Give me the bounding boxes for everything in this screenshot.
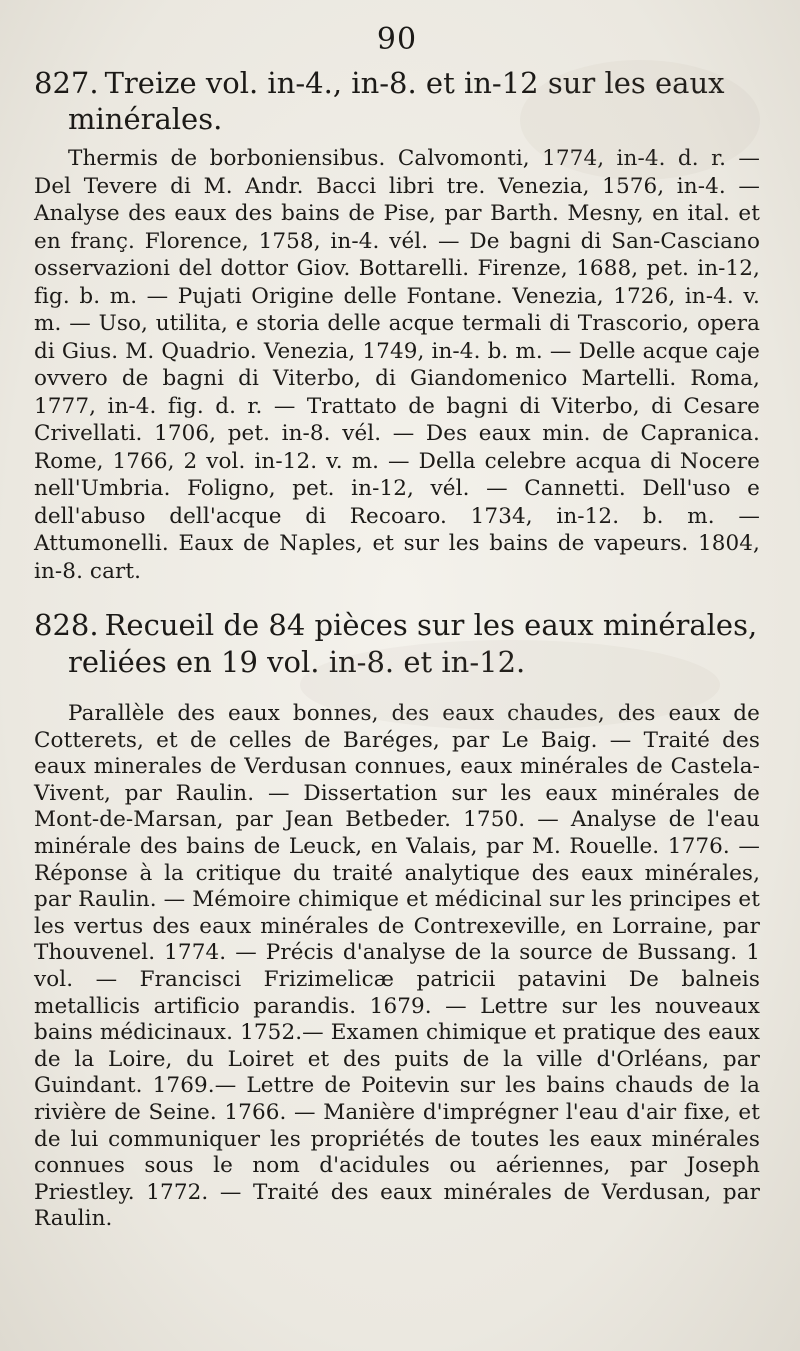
entry-heading	[34, 607, 760, 681]
page-number: 90	[376, 22, 418, 57]
entry-description: Thermis de borboniensibus. Calvomonti, 1774, in-4. d. r. — Del Tevere di M. Andr. Bacci libri tre. Venezia, 1576, in-4. — Analyse des eaux des bains de Pise, par Barth. Mesny, en ital. et en franç. Florence, 1758, in-4. vél. — De bagni di San-Casciano osservazioni del dottor Giov. Bottarelli. Firenze, 1688, pet. in-12, fig. b. m. — Pujati Origine delle Fontane. Venezia, 1726, in-4. v. m. — Uso, utilita, e storia delle acque termali di Trascorio, opera di Gius. M. Quadrio. Venezia, 1749, in-4. b. m. — Delle acque caje ovvero de bagni di Viterbo, di Giandomenico Martelli. Roma, 1777, in-4. fig. d. r. — Trattato de bagni di Viterbo, di Cesare Crivellati. 1706, pet. in-8. vél. — Des eaux min. de Capranica. Rome, 1766, 2 vol. in-12. v. m. — Della celebre acqua di Nocere nell'Umbria. Foligno, pet. in-12, vél. — Cannetti. Dell'uso e dell'abuso dell'acque di Recoaro. 1734, in-12. b. m. — Attumonelli. Eaux de Naples, et sur les bains de vapeurs. 1804, in-8. cart.	[34, 146, 760, 584]
entry-number: 827.	[34, 66, 99, 100]
catalog-entry-827	[34, 65, 760, 585]
entry-heading	[34, 65, 760, 137]
catalog-entry-828	[34, 607, 760, 1233]
entry-title: Recueil de 84 pièces sur les eaux minérales, reliées en 19 vol. in-8. et in-12.	[68, 608, 758, 679]
entry-title: Treize vol. in-4., in-8. et in-12 sur les eaux minérales.	[68, 66, 725, 136]
entry-number: 828.	[34, 608, 99, 642]
entry-description: Parallèle des eaux bonnes, des eaux chaudes, des eaux de Cotterets, et de celles de Baréges, par Le Baig. — Traité des eaux minerales de Verdusan connues, eaux minérales de Castela-Vivent, par Raulin. — Dissertation sur les eaux minérales de Mont-de-Marsan, par Jean Betbeder. 1750. — Analyse de l'eau minérale des bains de Leuck, en Valais, par M. Rouelle. 1776. — Réponse à la critique du traité analytique des eaux minérales, par Raulin. — Mémoire chimique et médicinal sur les principes et les vertus des eaux minérales de Contrexeville, en Lorraine, par Thouvenel. 1774. — Précis d'analyse de la source de Bussang. 1 vol. — Francisci Frizimelicæ patricii patavini De balneis metallicis artificio parandis. 1679. — Lettre sur les nouveaux bains médicinaux. 1752.— Examen chimique et pratique des eaux de la Loire, du Loiret et des puits de la ville d'Orléans, par Guindant. 1769.— Lettre de Poitevin sur les bains chauds de la rivière de Seine. 1766. — Manière d'imprégner l'eau d'air fixe, et de lui communiquer les propriétés de toutes les eaux minérales connues sous le nom d'acidules ou aériennes, par Joseph Priestley. 1772. — Traité des eaux minérales de Verdusan, par Raulin.	[34, 701, 760, 1232]
